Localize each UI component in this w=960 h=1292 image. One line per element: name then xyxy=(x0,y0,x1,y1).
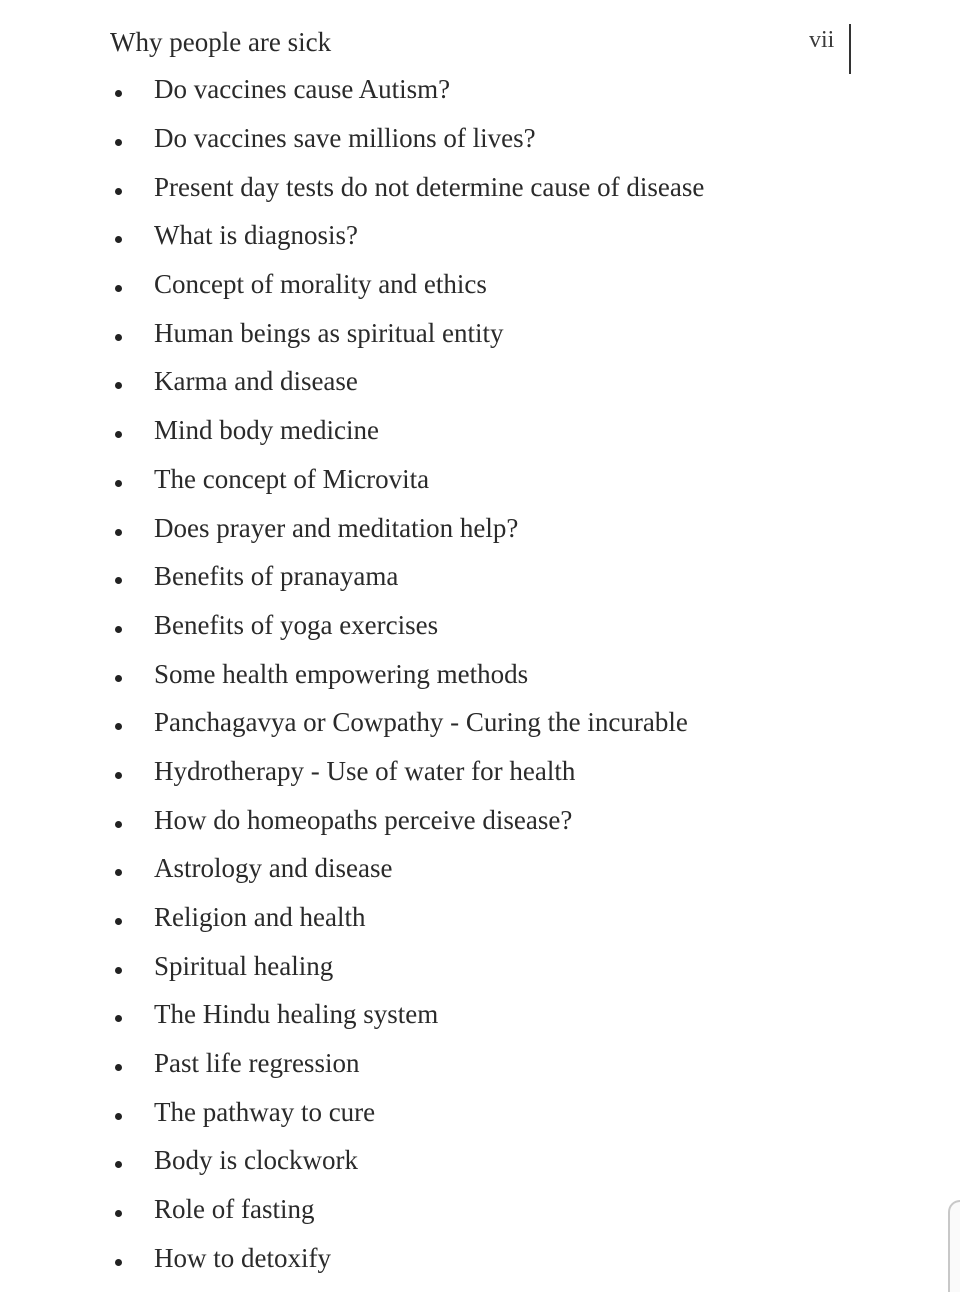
toc-item-label: Karma and disease xyxy=(154,366,358,397)
toc-item-label: The pathway to cure xyxy=(154,1096,376,1127)
bullet-icon xyxy=(115,723,122,730)
bullet-icon xyxy=(115,334,122,341)
bullet-icon xyxy=(115,772,122,779)
bullet-icon xyxy=(115,285,122,292)
page-title: Why people are sick xyxy=(110,27,332,57)
page-edge-rule xyxy=(849,24,851,74)
toc-item-label: Astrology and disease xyxy=(154,853,393,884)
bullet-icon xyxy=(115,1015,122,1022)
toc-item-label: How do homeopaths perceive disease? xyxy=(154,804,573,835)
toc-item-label: Role of fasting xyxy=(154,1194,315,1225)
toc-item-label: The Hindu healing system xyxy=(154,999,439,1030)
toc-item-label: Do vaccines cause Autism? xyxy=(154,74,451,105)
toc-item-label: Mind body medicine xyxy=(154,415,379,446)
toc-item-label: Benefits of pranayama xyxy=(154,561,399,592)
bullet-icon xyxy=(115,480,122,487)
bullet-icon xyxy=(115,675,122,682)
bullet-icon xyxy=(115,529,122,536)
bullet-icon xyxy=(115,382,122,389)
page-number: vii xyxy=(809,27,835,53)
bullet-icon xyxy=(115,626,122,633)
bullet-icon xyxy=(115,236,122,243)
toc-item-label: Does prayer and meditation help? xyxy=(154,512,519,543)
toc-item-label: Human beings as spiritual entity xyxy=(154,317,504,348)
toc-item-label: Concept of morality and ethics xyxy=(154,269,487,300)
bullet-icon xyxy=(115,918,122,925)
bullet-icon xyxy=(115,1064,122,1071)
bullet-icon xyxy=(115,869,122,876)
bullet-icon xyxy=(115,1113,122,1120)
bullet-icon xyxy=(115,1259,122,1266)
toc-item-label: Spiritual healing xyxy=(154,950,334,981)
bullet-icon xyxy=(115,90,122,97)
scroll-edge-tab[interactable] xyxy=(948,1200,960,1292)
bullet-icon xyxy=(115,1161,122,1168)
toc-item-label: Present day tests do not determine cause of disease xyxy=(154,171,705,202)
toc-item-label: The concept of Microvita xyxy=(154,464,430,495)
toc-item-label: Do vaccines save millions of lives? xyxy=(154,123,536,154)
toc-item-label: Hydrotherapy - Use of water for health xyxy=(154,756,576,787)
bullet-icon xyxy=(115,139,122,146)
toc-item-label: Religion and health xyxy=(154,902,366,933)
toc-item-label: Past life regression xyxy=(154,1048,360,1079)
bullet-icon xyxy=(115,1210,122,1217)
bullet-icon xyxy=(115,967,122,974)
toc-item-label: How to detoxify xyxy=(154,1243,331,1274)
bullet-icon xyxy=(115,821,122,828)
bullet-icon xyxy=(115,188,122,195)
toc-item-label: Panchagavya or Cowpathy - Curing the incurable xyxy=(154,707,688,738)
toc-item-label: Some health empowering methods xyxy=(154,658,529,689)
toc-item-label: What is diagnosis? xyxy=(154,220,358,251)
bullet-icon xyxy=(115,577,122,584)
bullet-icon xyxy=(115,431,122,438)
toc-item-label: Body is clockwork xyxy=(154,1145,358,1176)
toc-item-label: Benefits of yoga exercises xyxy=(154,610,439,641)
